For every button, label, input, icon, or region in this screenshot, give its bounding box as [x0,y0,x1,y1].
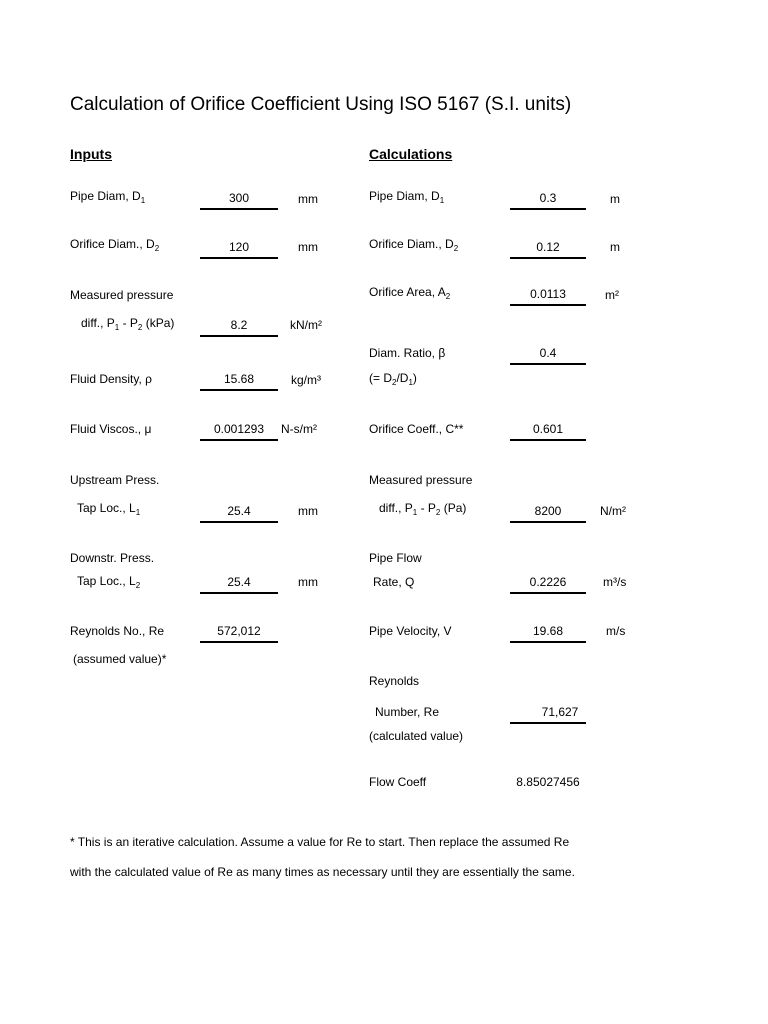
input-upstream-label-line2: Tap Loc., $L_1$ [77,501,141,517]
calc-reynolds-value: 71,627 [510,705,586,724]
footnote-line2: with the calculated value of Re as many times as necessary until they are essentially the same. [70,865,575,879]
input-density-value[interactable]: 15.68 [200,372,278,391]
input-viscosity-label: Fluid Viscos., μ [70,422,152,436]
calc-reynolds-label-line2: Number, Re [375,705,440,719]
input-upstream-unit: mm [298,504,318,518]
calc-velocity-label: Pipe Velocity, V [369,624,452,638]
input-viscosity-unit: N-s/m² [281,422,317,436]
input-pipe-diam-label: Pipe Diam, $D_1$ [70,189,146,205]
input-pressure-label-line2: diff., $P_1 - P_2$ (kPa) [81,316,175,332]
input-orifice-diam-unit: mm [298,240,318,254]
calc-pipe-diam-value: 0.3 [510,191,586,210]
input-reynolds-label-line1: Reynolds No., Re [70,624,165,638]
calc-flow-unit: m³/s [603,575,627,589]
calc-flow-value: 0.2226 [510,575,586,594]
input-pressure-unit: kN/m² [290,318,322,332]
input-pressure-value[interactable]: 8.2 [200,318,278,337]
calculations-heading: Calculations [369,146,453,162]
calc-orifice-area-unit: m² [605,288,619,302]
input-density-label: Fluid Density, ρ [70,372,152,386]
calc-pressure-unit: N/m² [600,504,626,518]
input-pipe-diam-value[interactable]: 300 [200,191,278,210]
calc-flow-coeff-value: 8.85027456 [516,775,580,789]
inputs-heading: Inputs [70,146,112,162]
calc-pressure-label-line1: Measured pressure [369,473,473,487]
calc-orifice-coeff-value: 0.601 [510,422,586,441]
footnote-line1: * This is an iterative calculation. Assume a value for Re to start. Then replace the assumed Re [70,835,570,849]
calc-diam-ratio-value: 0.4 [510,346,586,365]
page-title: Calculation of Orifice Coefficient Using ISO 5167 (S.I. units) [70,94,572,115]
calc-reynolds-label-line3: (calculated value) [369,729,464,743]
input-downstream-value[interactable]: 25.4 [200,575,278,594]
input-density-unit: kg/m³ [291,373,321,387]
input-reynolds-label-line2: (assumed value)* [73,652,167,666]
calc-velocity-unit: m/s [606,624,626,638]
calc-diam-ratio-label-line1: Diam. Ratio, β [369,346,446,360]
input-orifice-diam-label: Orifice Diam., $D_2$ [70,237,160,253]
calc-orifice-diam-label: Orifice Diam., $D_2$ [369,237,459,253]
calc-flow-coeff-label: Flow Coeff [369,775,427,789]
calc-pipe-diam-unit: m [610,192,620,206]
calc-flow-label-line2: Rate, Q [373,575,415,589]
input-pressure-label-line1: Measured pressure [70,288,174,302]
input-downstream-unit: mm [298,575,318,589]
calc-pipe-diam-label: Pipe Diam, $D_1$ [369,189,445,205]
calc-reynolds-label-line1: Reynolds [369,674,420,688]
calc-orifice-area-label: Orifice Area, $A_2$ [369,285,451,301]
input-viscosity-value[interactable]: 0.001293 [200,422,278,441]
calc-pressure-value: 8200 [510,504,586,523]
input-upstream-label-line1: Upstream Press. [70,473,160,487]
calc-orifice-diam-value: 0.12 [510,240,586,259]
input-upstream-value[interactable]: 25.4 [200,504,278,523]
calc-orifice-area-value: 0.0113 [510,287,586,306]
calc-velocity-value: 19.68 [510,624,586,643]
calc-orifice-coeff-label: Orifice Coeff., C** [369,422,464,436]
input-downstream-label-line1: Downstr. Press. [70,551,155,565]
calc-pressure-label-line2: diff., $P_1 - P_2$ (Pa) [379,501,467,517]
calc-flow-label-line1: Pipe Flow [369,551,422,565]
input-downstream-label-line2: Tap Loc., $L_2$ [77,574,141,590]
input-pipe-diam-unit: mm [298,192,318,206]
calc-orifice-diam-unit: m [610,240,620,254]
input-orifice-diam-value[interactable]: 120 [200,240,278,259]
input-reynolds-value[interactable]: 572,012 [200,624,278,643]
calc-diam-ratio-label-line2: (= $D_2/D_1$) [369,371,417,387]
